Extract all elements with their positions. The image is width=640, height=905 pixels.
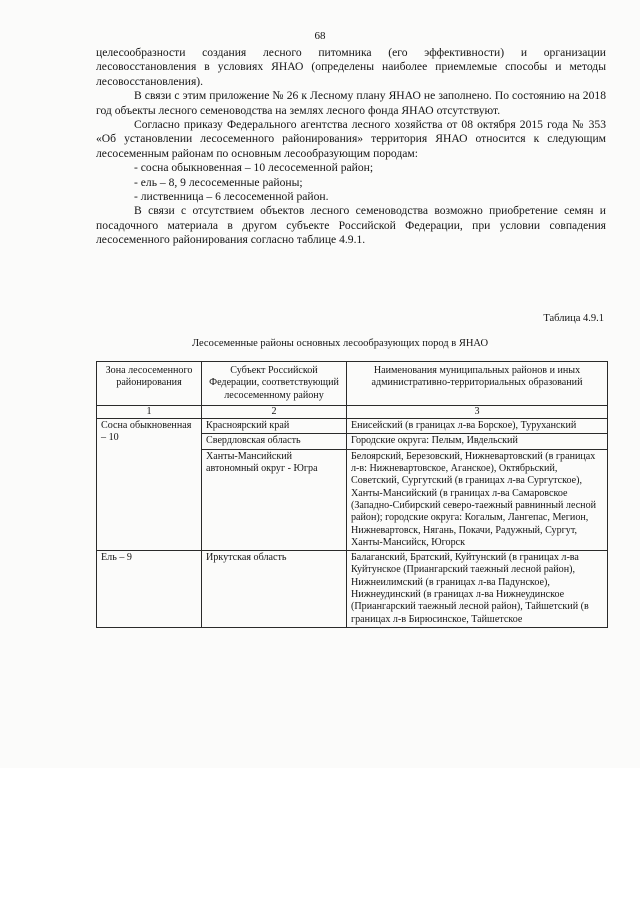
areas-cell: Белоярский, Березовский, Нижневартовский (в границах л-в: Нижневартовское, Аганское), Октябрьский, Советский, Сургутский (в границах л-ва Сургутское), Ханты-Мансийский (в границах л-ва Самаровское (Западно-Сибирский северо-таежный равнинный лесной район); городские округа: Когалым, Лангепас, Мегион, Нижневартовск, Нягань, Покачи, Радужный, Сургут, Ханты-Мансийск, Югорск — [347, 449, 608, 550]
areas-cell: Балаганский, Братский, Куйтунский (в границах л-ва Куйтунское (Приангарский таежный лесной район), Нижнеилимский (в границах л-ва Падунское), Нижнеудинский (в границах л-ва Нижнеудинское (Приангарский таежный лесной район), Тайшетский (в границах л-в Бирюсинское, Тайшетское — [347, 551, 608, 628]
subject-cell: Иркутская область — [202, 551, 347, 628]
table-caption: Лесосеменные районы основных лесообразующих пород в ЯНАО — [191, 338, 489, 349]
list-item-larch: - лиственница – 6 лесосеменной район. — [134, 190, 329, 204]
page-number: 68 — [314, 30, 326, 42]
paragraph-no-seed-objects: В связи с этим приложение № 26 к Лесному плану ЯНАО не заполнено. По состоянию на 2018 год объекты лесного семеноводства на землях лесного фонда ЯНАО отсутствуют. — [96, 89, 606, 117]
table-column-number-row — [97, 405, 608, 418]
subject-cell: Красноярский край — [202, 419, 347, 434]
zone-cell: Ель – 9 — [97, 551, 202, 628]
table-row — [97, 419, 608, 434]
table-label: Таблица 4.9.1 — [543, 313, 604, 324]
column-number: 2 — [202, 405, 347, 418]
list-item-pine: - сосна обыкновенная – 10 лесосеменной район; — [134, 161, 374, 175]
areas-cell: Енисейский (в границах л-ва Борское), Туруханский — [347, 419, 608, 434]
list-item-spruce: - ель – 8, 9 лесосеменные районы; — [134, 175, 303, 189]
subject-cell: Свердловская область — [202, 434, 347, 449]
header-areas: Наименования муниципальных районов и иных административно-территориальных образований — [347, 362, 608, 406]
table-row — [97, 551, 608, 628]
areas-cell: Городские округа: Пелым, Ивдельский — [347, 434, 608, 449]
zone-cell: Сосна обыкновенная – 10 — [97, 419, 202, 551]
header-subject: Субъект Российской Федерации, соответствующий лесосеменному району — [202, 362, 347, 406]
column-number: 1 — [97, 405, 202, 418]
paragraph-order-reference: Согласно приказу Федерального агентства лесного хозяйства от 08 октября 2015 года № 353 «Об установлении лесосеменного районирования» территория ЯНАО относится к следующим лесосеменным районам по основным лесообразующим породам: — [96, 118, 606, 160]
header-zone: Зона лесосеменного районирования — [97, 362, 202, 406]
paragraph-seed-purchase: В связи с отсутствием объектов лесного семеноводства возможно приобретение семян и посадочного материала в другом субъекте Российской Федерации, при условии совпадения лесосеменного районирования согласно таблице 4.9.1. — [96, 204, 606, 247]
subject-cell: Ханты-Мансийский автономный округ - Югра — [202, 449, 347, 550]
body-text — [96, 46, 606, 248]
column-number: 3 — [347, 405, 608, 418]
paragraph-continuation: целесообразности создания лесного питомника (его эффективности) и организации лесовосстановления в условиях ЯНАО (определены наиболее приемлемые способы и методы лесовосстановления). — [96, 46, 606, 88]
seed-zones-table — [96, 361, 608, 628]
table-header-row — [97, 362, 608, 406]
